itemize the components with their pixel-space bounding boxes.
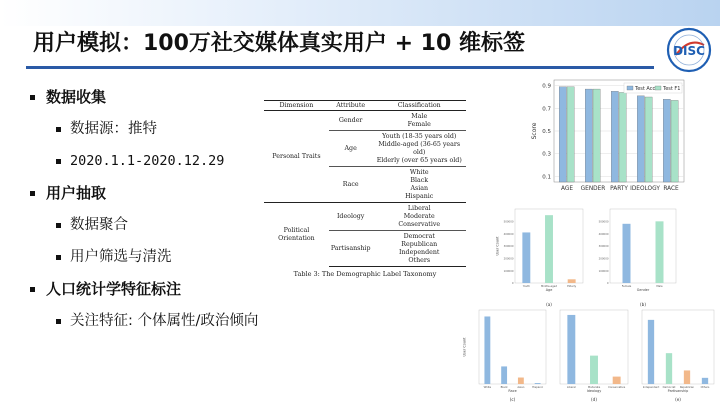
bullet-user-filtering: 用户筛选与清洗	[30, 246, 270, 278]
x-tick-label: IDEOLOGY	[630, 186, 660, 192]
demographic-label-table	[264, 100, 466, 278]
bar	[666, 353, 672, 384]
x-tick-label: Middle-aged	[541, 285, 557, 288]
dimension-political-orientation: Political Orientation	[264, 203, 329, 267]
bar	[671, 100, 678, 182]
table-caption: Table 3: The Demographic Label Taxonomy	[293, 270, 437, 278]
bar	[518, 378, 524, 384]
bar	[484, 316, 490, 384]
x-tick-label: Asian	[517, 386, 525, 389]
bar	[590, 356, 598, 384]
bar	[663, 99, 670, 182]
bar	[501, 366, 507, 384]
bar	[545, 215, 553, 283]
bullet-data-aggregation: 数据聚合	[30, 214, 270, 246]
age-distribution-chart	[495, 205, 587, 310]
bullet-demographic-labeling: 人口统计学特征标注	[30, 278, 270, 310]
x-tick-label: AGE	[560, 186, 574, 192]
bar	[559, 87, 566, 182]
bullet-square-icon	[56, 223, 61, 228]
y-tick-label: 0.9	[542, 83, 551, 90]
y-axis-label: Score	[531, 122, 538, 140]
x-tick-label: Others	[700, 386, 710, 389]
bar	[656, 221, 664, 283]
x-tick-label: Republican	[679, 386, 695, 389]
bar	[684, 370, 690, 384]
y-tick-label: 100000	[503, 269, 514, 273]
legend-swatch	[655, 86, 661, 90]
bar	[593, 89, 600, 182]
attribute-ideology: Ideology	[329, 203, 373, 231]
classes-partisanship: Democrat Republican Independent Others	[372, 231, 466, 267]
y-tick-label: 100000	[598, 269, 609, 273]
bar	[568, 279, 576, 283]
x-tick-label: Male	[656, 285, 663, 288]
bullet-square-icon	[30, 191, 35, 196]
x-tick-label: Black	[500, 386, 508, 389]
y-tick-label: 0.5	[542, 129, 551, 135]
panel-label: (b)	[640, 302, 646, 307]
bar	[567, 87, 574, 182]
y-tick-label: 200000	[503, 257, 514, 261]
y-axis-label: User Count	[462, 337, 467, 357]
top-gradient-band	[0, 0, 720, 26]
slide-title: 用户模拟：100万社交媒体真实用户 + 10 维标签	[33, 31, 525, 56]
bullet-square-icon	[56, 127, 61, 132]
x-tick-label: Female	[621, 285, 632, 288]
bar	[619, 92, 626, 182]
table-header-attribute: Attribute	[329, 101, 373, 111]
y-tick-label: 0.3	[542, 151, 551, 158]
y-tick-label: 300000	[503, 245, 514, 249]
x-axis-label: Age	[545, 288, 553, 292]
classes-race: White Black Asian Hispanic	[372, 167, 466, 203]
x-tick-label: Independent	[642, 386, 660, 389]
race-distribution-chart	[462, 306, 550, 405]
x-axis-label: Gender	[636, 288, 650, 292]
bullet-user-extraction: 用户抽取	[30, 182, 270, 214]
x-tick-label: GENDER	[580, 186, 606, 192]
classes-gender: Male Female	[407, 112, 431, 128]
plot-frame	[610, 209, 676, 283]
bullet-square-icon	[56, 255, 61, 260]
y-tick-label: 300000	[598, 245, 609, 249]
bullet-square-icon	[56, 159, 61, 164]
gender-distribution-chart	[592, 205, 680, 310]
classes-ideology: Liberal Moderate Conservative	[372, 203, 466, 231]
dimension-personal-traits: Personal Traits	[272, 152, 321, 160]
y-tick-label: 400000	[598, 232, 609, 236]
bar	[613, 377, 621, 384]
bullet-date-range: 2020.1.1-2020.12.29	[30, 150, 270, 182]
bullet-list	[30, 86, 270, 342]
legend-label: Test F1	[663, 86, 681, 92]
attribute-race: Race	[329, 167, 373, 203]
bar	[645, 97, 652, 182]
table-header-dimension: Dimension	[264, 101, 329, 111]
x-tick-label: White	[483, 386, 492, 389]
bullet-focus-features: 关注特征: 个体属性/政治倾向	[30, 310, 270, 342]
attribute-partisanship: Partisanship	[329, 231, 373, 267]
x-axis-label: Race	[508, 389, 517, 393]
panel-label: (c)	[509, 397, 516, 402]
bar	[585, 89, 592, 182]
panel-label: (e)	[675, 397, 681, 402]
legend-swatch	[627, 86, 633, 90]
attribute-gender: Gender	[338, 116, 363, 124]
bullet-data-collection: 数据收集	[30, 86, 270, 118]
bar	[637, 96, 644, 182]
x-tick-label: Hispanic	[532, 386, 544, 389]
score-chart	[530, 74, 690, 200]
bullet-square-icon	[30, 287, 35, 292]
x-tick-label: RACE	[663, 186, 679, 192]
y-tick-label: 0	[511, 282, 514, 286]
x-tick-label: Conservative	[608, 386, 626, 389]
bar	[535, 383, 541, 384]
bar	[611, 91, 618, 182]
bar	[623, 224, 631, 283]
y-tick-label: 500000	[503, 220, 514, 224]
bar	[702, 378, 708, 384]
table-header-classification: Classification	[372, 101, 466, 111]
x-axis-label: Ideology	[586, 389, 602, 393]
y-tick-label: 0	[606, 282, 609, 286]
bar	[567, 315, 575, 384]
classes-age: Youth (18-35 years old) Middle-aged (36-65 years old) Elderly (over 65 years old)	[372, 131, 466, 167]
y-tick-label: 200000	[598, 257, 609, 261]
y-tick-label: 0.7	[542, 106, 551, 113]
x-tick-label: PARTY	[610, 186, 628, 192]
ideology-distribution-chart	[550, 306, 632, 405]
svg-text:DISC: DISC	[673, 44, 705, 58]
bullet-square-icon	[30, 95, 35, 100]
y-tick-label: 500000	[598, 220, 609, 224]
panel-label: (a)	[546, 302, 552, 307]
x-tick-label: Liberal	[566, 386, 576, 389]
y-axis-label: User Count	[495, 236, 500, 256]
bullet-data-source: 数据源：推特	[30, 118, 270, 150]
title-underline	[26, 66, 654, 69]
attribute-age: Age	[329, 131, 373, 167]
x-tick-label: Moderate	[587, 386, 601, 389]
x-axis-label: Partisanship	[667, 389, 689, 393]
bar	[648, 320, 654, 384]
bar	[522, 232, 530, 283]
legend-label: Test Acc	[635, 86, 656, 92]
x-tick-label: Youth	[522, 285, 530, 288]
partisanship-distribution-chart	[632, 306, 718, 405]
disc-logo	[666, 27, 712, 73]
y-tick-label: 400000	[503, 232, 514, 236]
bullet-square-icon	[56, 319, 61, 324]
y-tick-label: 0.1	[542, 174, 551, 181]
panel-label: (d)	[591, 397, 597, 402]
x-tick-label: Democrat	[662, 386, 676, 389]
x-tick-label: Elderly	[567, 285, 577, 288]
